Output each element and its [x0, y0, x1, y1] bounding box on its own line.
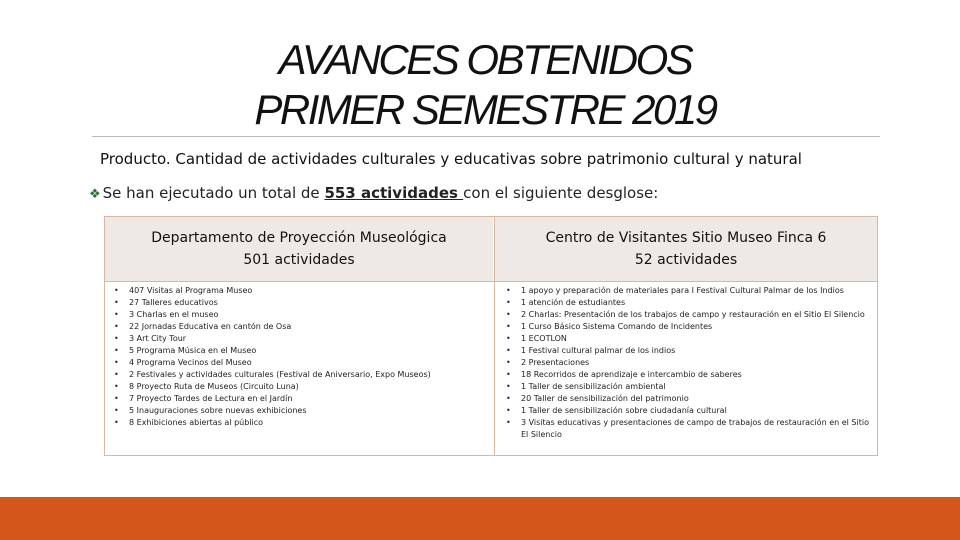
list-item: • 27 Talleres educativos	[111, 297, 491, 309]
right-column-header	[495, 217, 877, 281]
list-item: • 8 Proyecto Ruta de Museos (Circuito Luna)	[111, 381, 491, 393]
right-header-title: Centro de Visitantes Sitio Museo Finca 6	[545, 230, 827, 246]
right-header-count: 52 actividades	[634, 252, 738, 268]
list-item: • 3 Charlas en el museo	[111, 309, 491, 321]
list-item: • 2 Festivales y actividades culturales (Festival de Aniversario, Expo Museos)	[111, 369, 491, 381]
list-item: • 1 atención de estudiantes	[503, 297, 873, 309]
list-item: • 1 Taller de sensibilización ambiental	[503, 381, 873, 393]
list-item: • 8 Exhibiciones abiertas al público	[111, 417, 491, 429]
title-divider	[92, 136, 880, 137]
list-item: • 1 Taller de sensibilización sobre ciudadanía cultural	[503, 405, 873, 417]
diamond-bullet-icon: ❖	[89, 187, 101, 202]
list-item: • 1 ECOTLON	[503, 333, 873, 345]
list-item: • 22 Jornadas Educativa en cantón de Osa	[111, 321, 491, 333]
right-activity-list	[503, 285, 873, 441]
list-item: • 2 Presentaciones	[503, 357, 873, 369]
list-item: • 5 Programa Música en el Museo	[111, 345, 491, 357]
list-item: • 1 Festival cultural palmar de los indios	[503, 345, 873, 357]
slide-title-line2: PRIMER SEMESTRE 2019	[254, 86, 716, 133]
list-item: • 407 Visitas al Programa Museo	[111, 285, 491, 297]
intro-line	[89, 184, 658, 202]
list-item: • 5 Inauguraciones sobre nuevas exhibiciones	[111, 405, 491, 417]
intro-text-end: con el siguiente desglose:	[463, 184, 659, 202]
left-header-title: Departamento de Proyección Museológica	[151, 230, 447, 246]
product-statement: Producto. Cantidad de actividades culturales y educativas sobre patrimonio cultural y natural	[100, 150, 802, 168]
activities-table	[104, 216, 878, 456]
list-item: • 3 Art City Tour	[111, 333, 491, 345]
column-divider	[494, 217, 495, 455]
list-item: • 18 Recorridos de aprendizaje e intercambio de saberes	[503, 369, 873, 381]
left-header-count: 501 actividades	[243, 252, 355, 268]
list-item: • 1 apoyo y preparación de materiales para I Festival Cultural Palmar de los Indios	[503, 285, 873, 297]
intro-total-highlight: 553 actividades	[324, 184, 464, 202]
slide-title-line1: AVANCES OBTENIDOS	[278, 36, 692, 83]
left-activity-list	[111, 285, 491, 429]
header-divider	[105, 281, 877, 282]
list-item: • 20 Taller de sensibilización del patrimonio	[503, 393, 873, 405]
list-item: • 4 Programa Vecinos del Museo	[111, 357, 491, 369]
list-item: • 7 Proyecto Tardes de Lectura en el Jardín	[111, 393, 491, 405]
list-item: • 2 Charlas: Presentación de los trabajos de campo y restauración en el Sitio El Silencio	[503, 309, 873, 321]
footer-bar	[0, 497, 960, 540]
list-item: • 3 Visitas educativas y presentaciones de campo de trabajos de restauración en el Sitio El Silencio	[503, 417, 873, 441]
left-column-header	[105, 217, 493, 281]
list-item: • 1 Curso Básico Sistema Comando de Incidentes	[503, 321, 873, 333]
intro-text: Se han ejecutado un total de	[102, 184, 325, 202]
